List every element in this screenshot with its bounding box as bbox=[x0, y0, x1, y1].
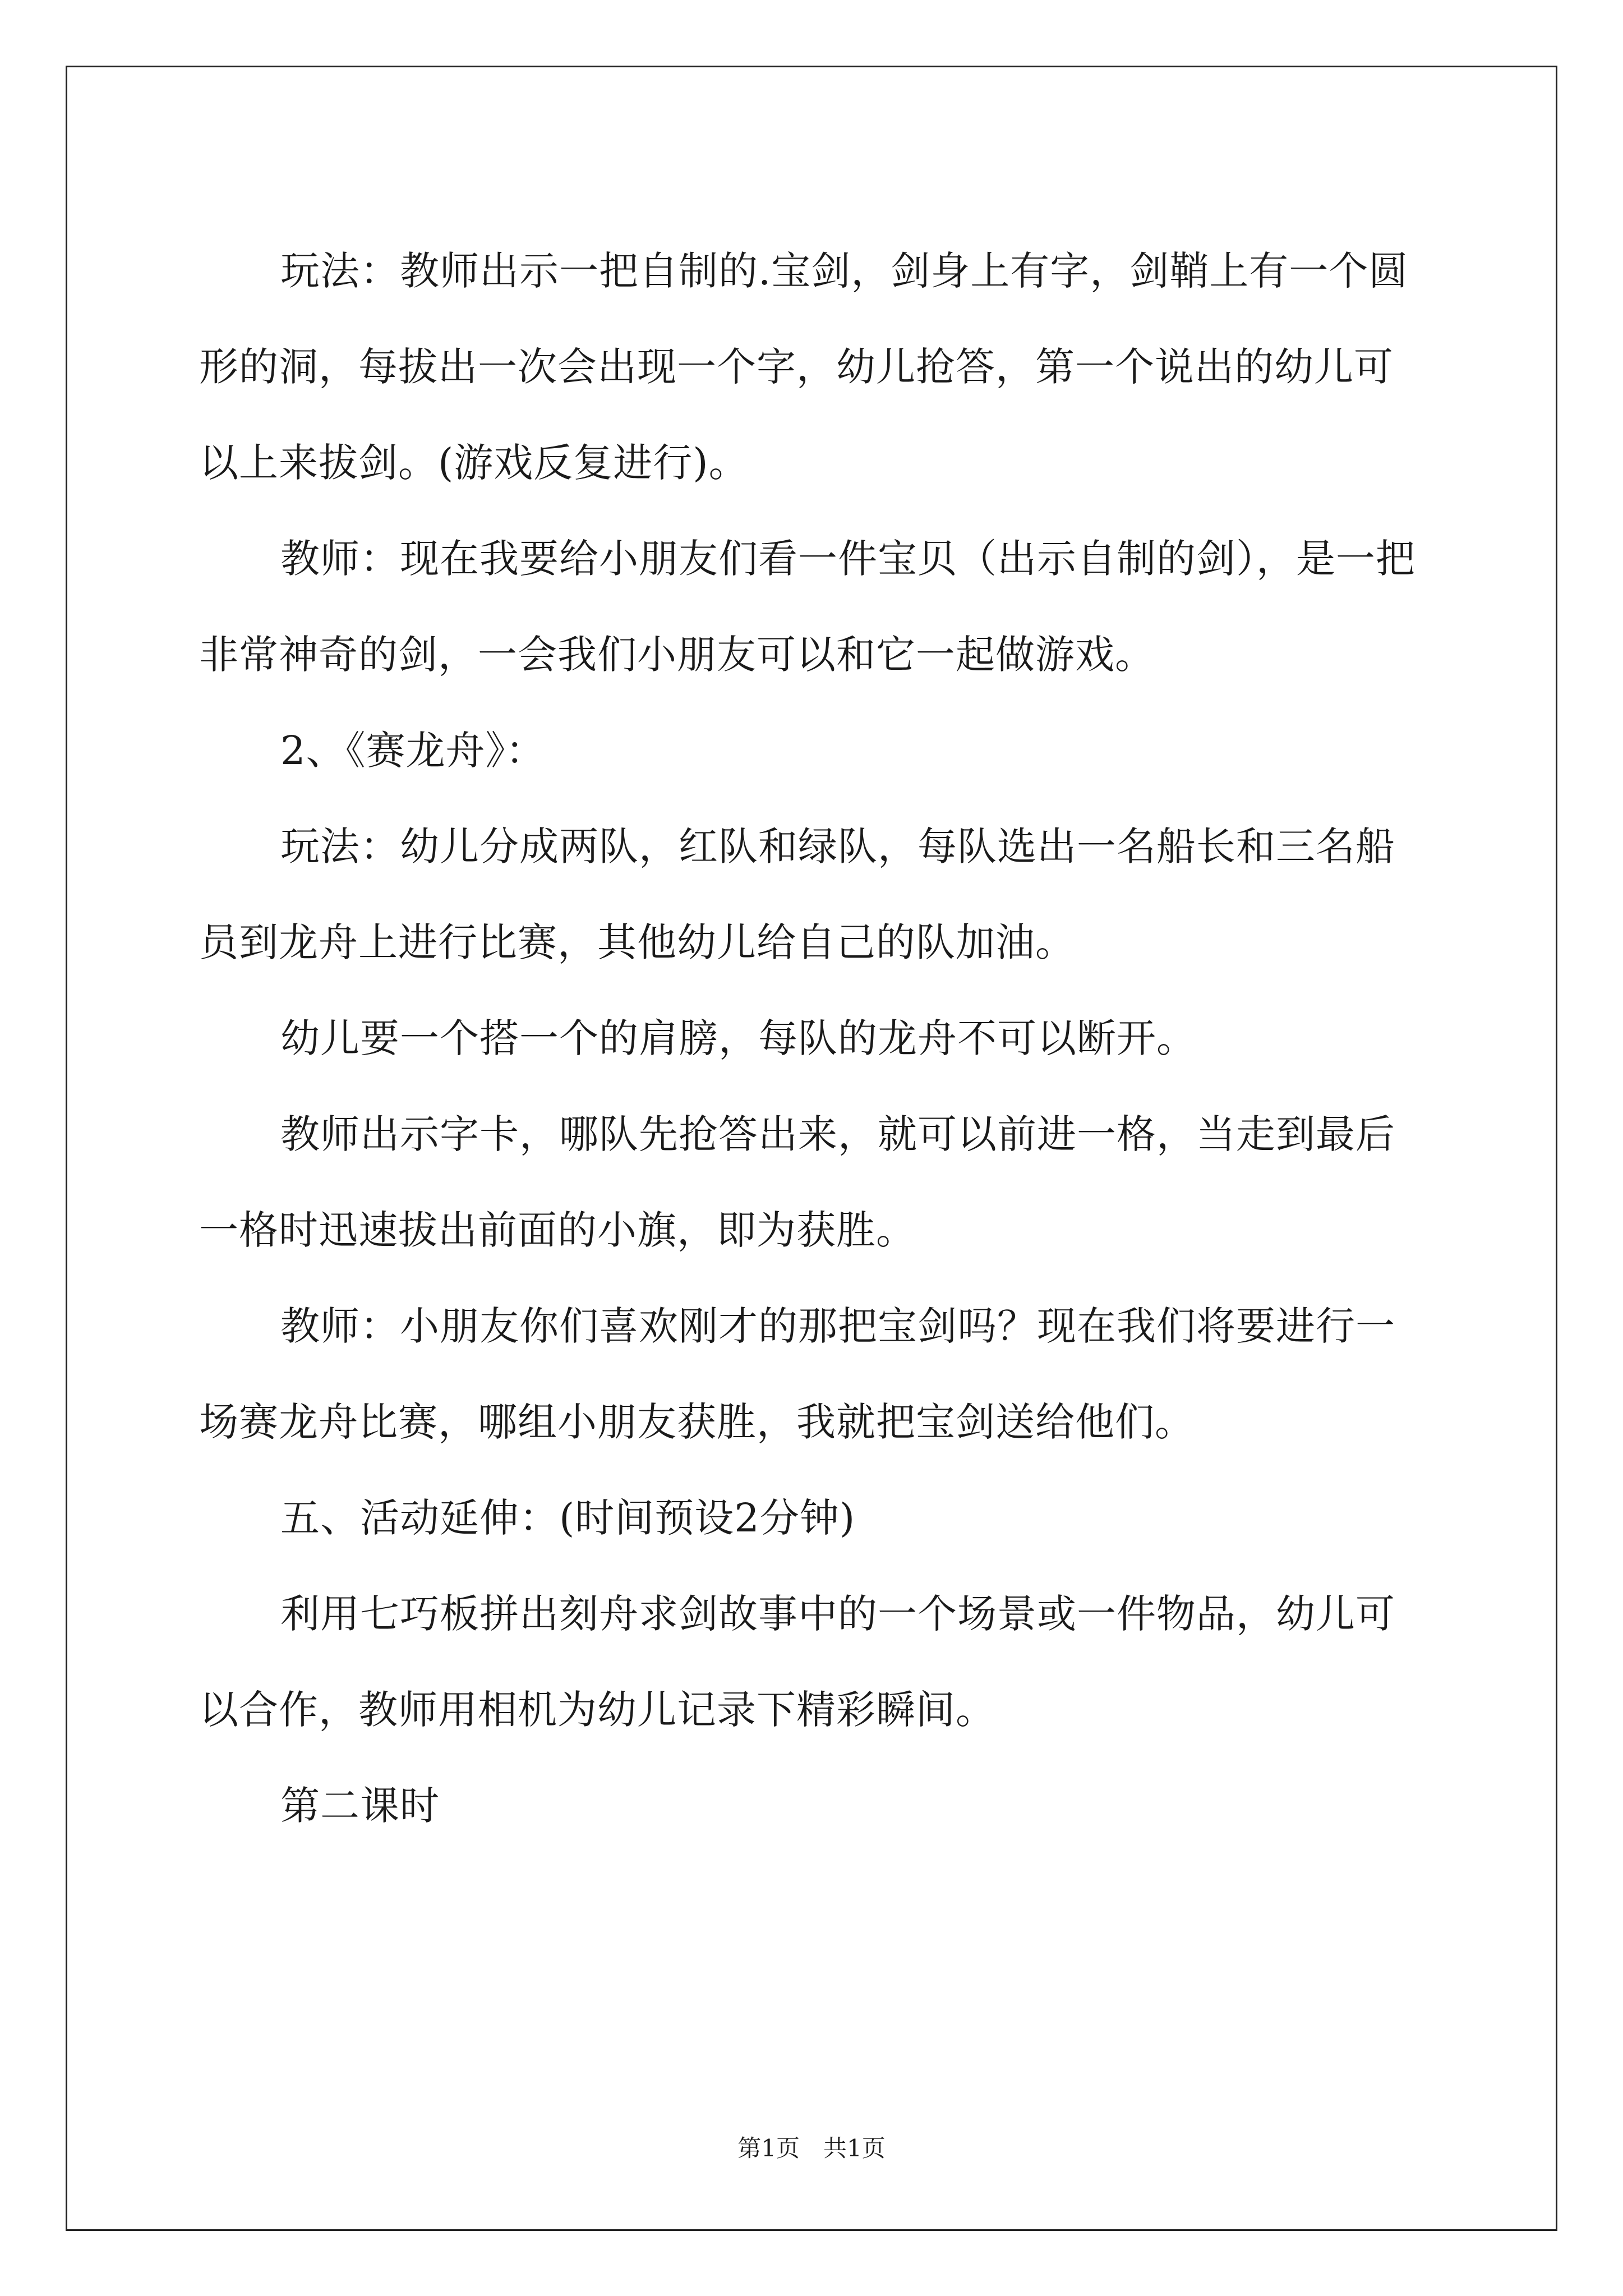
paragraph-teacher-question: 教师：小朋友你们喜欢刚才的那把宝剑吗？现在我们将要进行一场赛龙舟比赛，哪组小朋友获胜，我就把宝剑送给他们。 bbox=[199, 1303, 1395, 1445]
paragraph-extension-heading: 五、活动延伸：(时间预设2分钟) bbox=[280, 1495, 856, 1541]
page-footer: 第1页 共1页 bbox=[737, 2134, 886, 2162]
paragraph-word-cards: 教师出示字卡，哪队先抢答出来，就可以前进一格，当走到最后一格时迅速拔出前面的小旗，即为获胜。 bbox=[199, 1111, 1395, 1253]
paragraph-teacher-intro: 教师：现在我要给小朋友们看一件宝贝（出示自制的剑），是一把非常神奇的剑，一会我们小朋友可以和它一起做游戏。 bbox=[199, 536, 1415, 678]
paragraph-shoulders: 幼儿要一个搭一个的肩膀，每队的龙舟不可以断开。 bbox=[280, 1015, 1196, 1061]
paragraph-tangram: 利用七巧板拼出刻舟求剑故事中的一个场景或一件物品，幼儿可以合作，教师用相机为幼儿记录下精彩瞬间。 bbox=[199, 1591, 1395, 1733]
paragraph-dragon-boat-rules: 玩法：幼儿分成两队，红队和绿队，每队选出一名船长和三名船员到龙舟上进行比赛，其他幼儿给自己的队加油。 bbox=[199, 823, 1395, 965]
paragraph-game-rules: 玩法：教师出示一把自制的.宝剑，剑身上有字，剑鞘上有一个圆形的洞，每拔出一次会出现一个字，幼儿抢答，第一个说出的幼儿可以上来拔剑。(游戏反复进行)。 bbox=[199, 248, 1409, 486]
paragraph-second-lesson: 第二课时 bbox=[280, 1783, 440, 1829]
paragraph-dragon-boat-heading: 2、《赛龙舟》： bbox=[280, 728, 546, 774]
document-body bbox=[199, 223, 1427, 1854]
